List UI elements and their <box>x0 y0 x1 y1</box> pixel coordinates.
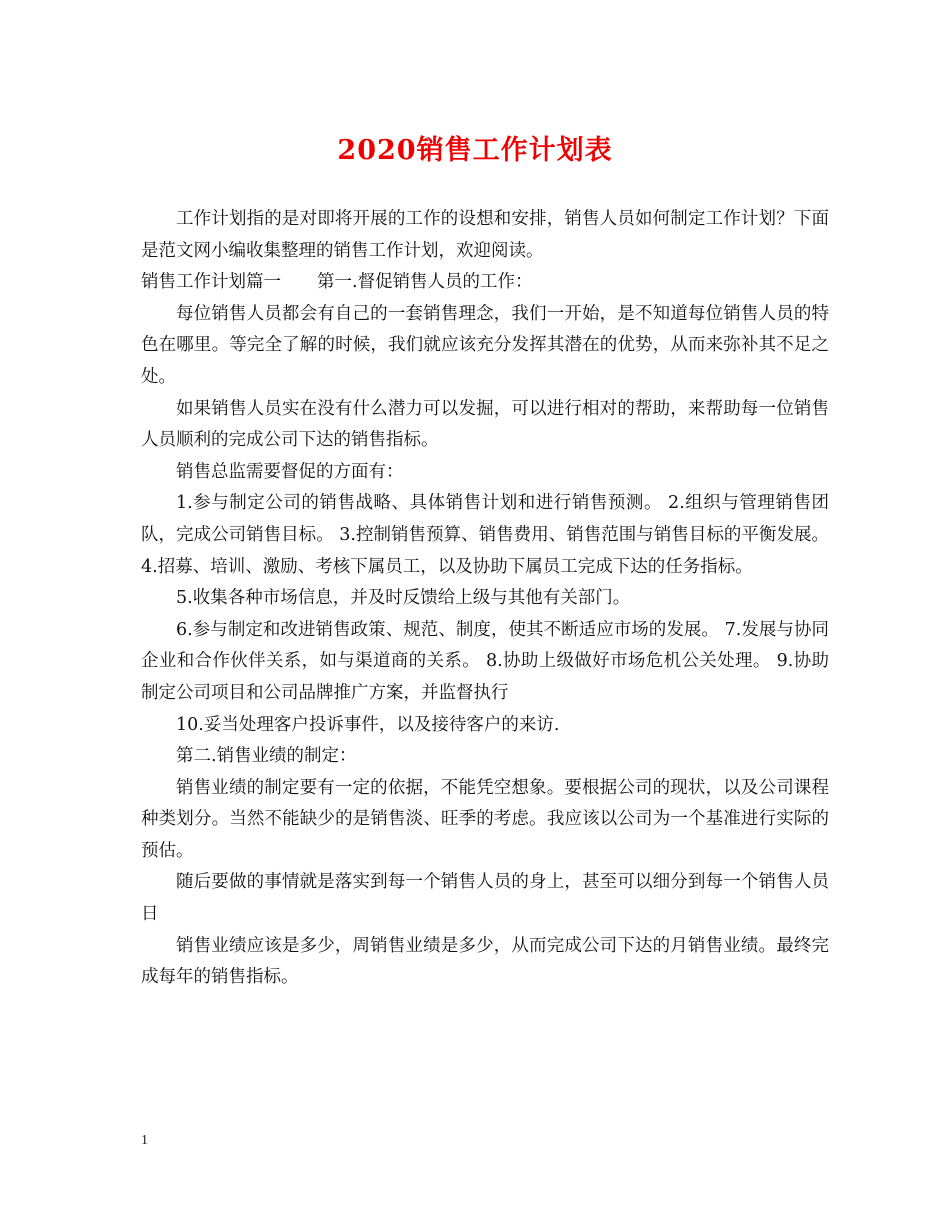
body-paragraph: 如果销售人员实在没有什么潜力可以发掘，可以进行相对的帮助，来帮助每一位销售人员顺利的完成公司下达的销售指标。 <box>141 398 829 451</box>
document-body <box>141 204 829 994</box>
body-paragraph: 6.参与制定和改进销售政策、规范、制度，使其不断适应市场的发展。 7.发展与协同企业和合作伙伴关系，如与渠道商的关系。 8.协助上级做好市场危机公关处理。 9.协助制定公司项目和公司品牌推广方案，并监督执行 <box>141 619 829 703</box>
document-title: 2020销售工作计划表 <box>337 135 613 166</box>
section-label: 销售工作计划篇一 <box>141 272 281 293</box>
intro-paragraph: 工作计划指的是对即将开展的工作的设想和安排，销售人员如何制定工作计划？下面是范文网小编收集整理的销售工作计划，欢迎阅读。 <box>141 209 829 261</box>
section-first-heading: 第一.督促销售人员的工作： <box>317 272 533 293</box>
body-paragraph: 1.参与制定公司的销售战略、具体销售计划和进行销售预测。 2.组织与管理销售团队，完成公司销售目标。 3.控制销售预算、销售费用、销售范围与销售目标的平衡发展。 4.招募、培训、激励、考核下属员工，以及协助下属员工完成下达的任务指标。 <box>141 493 829 577</box>
body-paragraph: 每位销售人员都会有自己的一套销售理念，我们一开始，是不知道每位销售人员的特色在哪里。等完全了解的时候，我们就应该充分发挥其潜在的优势，从而来弥补其不足之处。 <box>141 303 829 387</box>
section-heading-line <box>141 267 829 299</box>
body-paragraph: 随后要做的事情就是落实到每一个销售人员的身上，甚至可以细分到每一个销售人员日 <box>141 872 829 925</box>
section-heading: 第二.销售业绩的制定： <box>176 746 357 767</box>
body-paragraph: 10.妥当处理客户投诉事件，以及接待客户的来访. <box>176 714 560 735</box>
body-paragraph: 销售总监需要督促的方面有： <box>176 461 404 482</box>
body-paragraph: 销售业绩的制定要有一定的依据，不能凭空想象。要根据公司的现状，以及公司课程种类划分。当然不能缺少的是销售淡、旺季的考虑。我应该以公司为一个基准进行实际的预估。 <box>141 777 829 861</box>
body-paragraph: 销售业绩应该是多少，周销售业绩是多少，从而完成公司下达的月销售业绩。最终完成每年的销售指标。 <box>141 935 829 988</box>
page-number: 1 <box>141 1133 148 1148</box>
body-paragraph: 5.收集各种市场信息，并及时反馈给上级与其他有关部门。 <box>176 588 631 609</box>
